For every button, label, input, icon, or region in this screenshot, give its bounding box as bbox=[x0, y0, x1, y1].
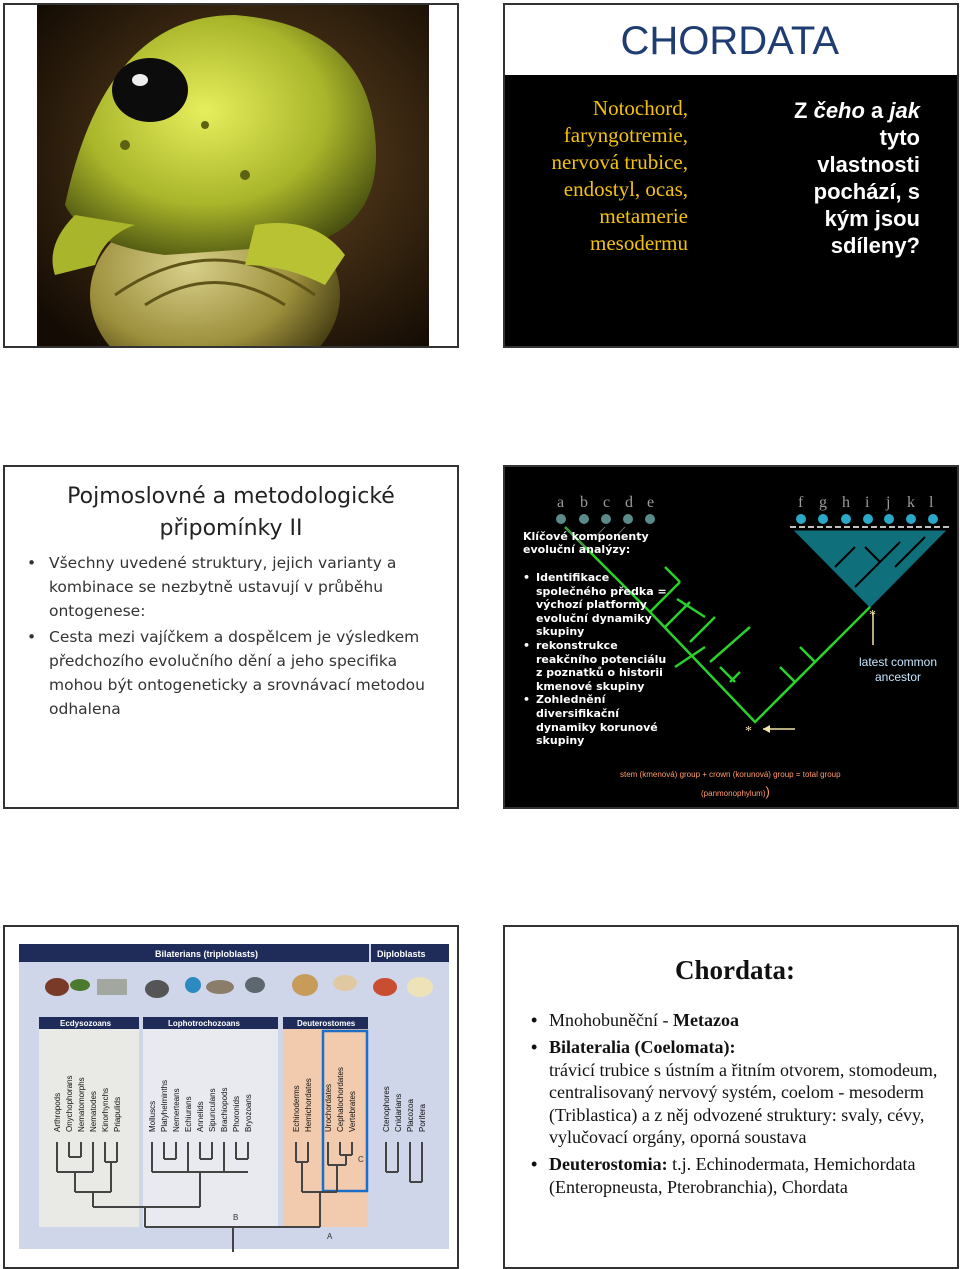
title-line: Klíčové komponenty bbox=[523, 530, 649, 543]
stem-ancestor-asterisk: * bbox=[745, 724, 752, 739]
lophotrochozoans-label: Lophotrochozoans bbox=[168, 1019, 240, 1028]
frog-eye bbox=[112, 58, 188, 122]
slide-title bbox=[505, 955, 959, 986]
title-text: Chordata: bbox=[675, 955, 795, 985]
feature-list bbox=[513, 95, 688, 257]
taxon-dot bbox=[863, 514, 873, 524]
taxon-label: Cephalochordates bbox=[336, 1067, 345, 1132]
taxon-label: Echiurans bbox=[184, 1096, 193, 1132]
feature-line: Notochord, bbox=[592, 96, 688, 120]
key-components-title bbox=[523, 530, 649, 556]
taxon-label: j bbox=[886, 494, 891, 511]
taxon-label: c bbox=[603, 494, 611, 511]
bilaterian-phylogeny-figure bbox=[5, 927, 457, 1267]
q-word: jak bbox=[889, 98, 920, 123]
slide-phylogeny-diagram bbox=[503, 465, 959, 809]
taxon-label: g bbox=[819, 494, 827, 511]
bullet-list bbox=[523, 571, 673, 748]
taxon-label: e bbox=[647, 494, 655, 511]
feature-line: nervová trubice, bbox=[551, 150, 688, 174]
taxon-label: Brachiopods bbox=[220, 1087, 229, 1132]
caption-paren: ) bbox=[765, 784, 770, 799]
taxon-label: k bbox=[907, 494, 915, 511]
question-line: pochází, s bbox=[813, 179, 920, 204]
taxon-label: f bbox=[798, 494, 804, 511]
question-line: kým jsou bbox=[824, 206, 920, 231]
bullet-item: • Všechny uvedené struktury, jejich varianty a kombinace se nezbytně ustavují v průběhu ontogenese: bbox=[23, 551, 443, 623]
taxon-label: Cnidarians bbox=[394, 1093, 403, 1132]
taxon-dot bbox=[645, 514, 655, 524]
slide-chordata-title bbox=[503, 3, 959, 348]
bullet-bold-text: Bilateralia (Coelomata): bbox=[549, 1037, 736, 1058]
latest-common-ancestor-label bbox=[845, 655, 951, 685]
label-line: latest common bbox=[858, 655, 938, 669]
slide-chordata-classification bbox=[503, 925, 959, 1269]
node-label: B bbox=[233, 1213, 239, 1222]
question-text bbox=[730, 97, 920, 259]
taxon-label: Onychophorans bbox=[65, 1075, 74, 1132]
taxon-label: Porifera bbox=[418, 1103, 427, 1132]
bullet-list bbox=[531, 1009, 951, 1203]
taxon-label: Vertebrates bbox=[348, 1091, 357, 1132]
taxon-label: Placozoa bbox=[406, 1099, 415, 1132]
question-line: tyto bbox=[879, 125, 920, 150]
taxon-label: Kinorhynchs bbox=[101, 1087, 110, 1132]
bullet-text: Mnohobuněční - bbox=[549, 1010, 673, 1030]
slide-terminology bbox=[3, 465, 459, 809]
q-word: čeho bbox=[813, 98, 865, 123]
taxon-dot bbox=[579, 514, 589, 524]
bullet-list bbox=[23, 551, 443, 723]
taxon-label: Platyhelminths bbox=[160, 1079, 169, 1132]
slide-frog-photo bbox=[3, 3, 459, 348]
taxon-dot bbox=[556, 514, 566, 524]
feature-line: endostyl, ocas, bbox=[563, 177, 688, 201]
title-line: připomínky II bbox=[159, 516, 303, 541]
crown-group bbox=[795, 531, 945, 607]
taxon-label: b bbox=[580, 494, 588, 511]
feature-line: metamerie bbox=[599, 204, 688, 228]
bullet-item: • Zohlednění diversifikační dynamiky korunové skupiny bbox=[523, 693, 673, 747]
q-word: a bbox=[864, 98, 890, 123]
taxon-label: h bbox=[842, 494, 850, 511]
slide-bilaterian-tree bbox=[3, 925, 459, 1269]
taxon-label: i bbox=[865, 494, 870, 511]
taxon-label: Nematomorphs bbox=[77, 1077, 86, 1132]
feature-line: faryngotremie, bbox=[563, 123, 688, 147]
slide-title bbox=[5, 481, 457, 545]
bullet-item: • rekonstrukce reakčního potenciálu z poznatků o historii kmenové skupiny bbox=[523, 639, 673, 693]
taxon-label: Ctenophores bbox=[382, 1086, 391, 1132]
taxon-label: Sipunculans bbox=[208, 1088, 217, 1132]
taxon-dot bbox=[796, 514, 806, 524]
taxon-dot bbox=[884, 514, 894, 524]
node-label: C bbox=[358, 1155, 364, 1164]
deuterostomes-label: Deuterostomes bbox=[297, 1019, 356, 1028]
diploblasts-header: Diploblasts bbox=[377, 949, 426, 959]
bullet-item bbox=[531, 1153, 951, 1198]
caption-text: (panmonophylum) bbox=[701, 789, 766, 798]
taxon-dot bbox=[906, 514, 916, 524]
taxon-label: Arthropods bbox=[53, 1092, 62, 1132]
bullet-item: • Identifikace společného předka = výchozí platformy evoluční dynamiky skupiny bbox=[523, 571, 673, 639]
ecdysozoans-label: Ecdysozoans bbox=[60, 1019, 112, 1028]
taxon-label: Hemichordates bbox=[304, 1078, 313, 1132]
bullet-item: • Cesta mezi vajíčkem a dospělcem je výsledkem předchozího evolučního dění a jeho specifika mohou být ontogeneticky a srovnávací metodou odhalena bbox=[23, 625, 443, 721]
label-line: ancestor bbox=[874, 670, 922, 684]
bullet-text: trávicí trubice s ústním a řitním otvorem, stomodeum, centralisovaný nervový systém, coelom - mesoderm (Triblastica) a z něj odvozené struktury: svaly, cévy, vylučovací orgány, oporná soustava bbox=[549, 1059, 938, 1148]
taxon-label: Nematodes bbox=[89, 1091, 98, 1132]
question-line: sdíleny? bbox=[830, 233, 920, 258]
taxon-label: Annelids bbox=[196, 1101, 205, 1132]
stem-crown-caption: stem (kmenová) group + crown (korunová) group = total group bbox=[620, 770, 841, 779]
taxon-dot bbox=[928, 514, 938, 524]
bullet-bold-text: Deuterostomia: bbox=[549, 1154, 668, 1175]
taxon-dot bbox=[818, 514, 828, 524]
bullet-bold-text: Metazoa bbox=[672, 1010, 739, 1030]
bilaterians-header: Bilaterians (triploblasts) bbox=[155, 949, 259, 959]
bullet-item bbox=[531, 1036, 951, 1148]
taxon-dot bbox=[601, 514, 611, 524]
taxon-label: Priapulids bbox=[113, 1096, 122, 1132]
slide-title: CHORDATA bbox=[620, 19, 839, 63]
taxon-label: l bbox=[929, 494, 934, 511]
title-line: evoluční analýzy: bbox=[523, 543, 631, 556]
question-line: vlastnosti bbox=[817, 152, 920, 177]
node-label: A bbox=[327, 1232, 333, 1241]
taxon-dot bbox=[841, 514, 851, 524]
panmonophylum-caption bbox=[701, 784, 770, 799]
taxon-label: a bbox=[557, 494, 565, 511]
taxon-label: Nemerteans bbox=[172, 1088, 181, 1132]
taxon-label: Urochordates bbox=[324, 1083, 333, 1132]
title-line: Pojmoslovné a metodologické bbox=[67, 484, 395, 509]
taxon-label: Molluscs bbox=[148, 1100, 157, 1132]
bullet-item bbox=[531, 1009, 951, 1031]
q-word: Z bbox=[794, 98, 814, 123]
feature-line: mesodermu bbox=[590, 231, 688, 255]
frog-photo bbox=[5, 5, 457, 346]
bullet-text: t.j. Echinodermata, Hemichordata (Enteropneusta, Pterobranchia), Chordata bbox=[549, 1154, 916, 1197]
crown-ancestor-asterisk: * bbox=[869, 608, 876, 623]
taxon-label: Phoronids bbox=[232, 1095, 241, 1132]
taxon-label: d bbox=[625, 494, 633, 511]
taxon-dot bbox=[623, 514, 633, 524]
taxon-label: Echinoderms bbox=[292, 1085, 301, 1132]
taxon-label: Bryozoans bbox=[244, 1094, 253, 1132]
